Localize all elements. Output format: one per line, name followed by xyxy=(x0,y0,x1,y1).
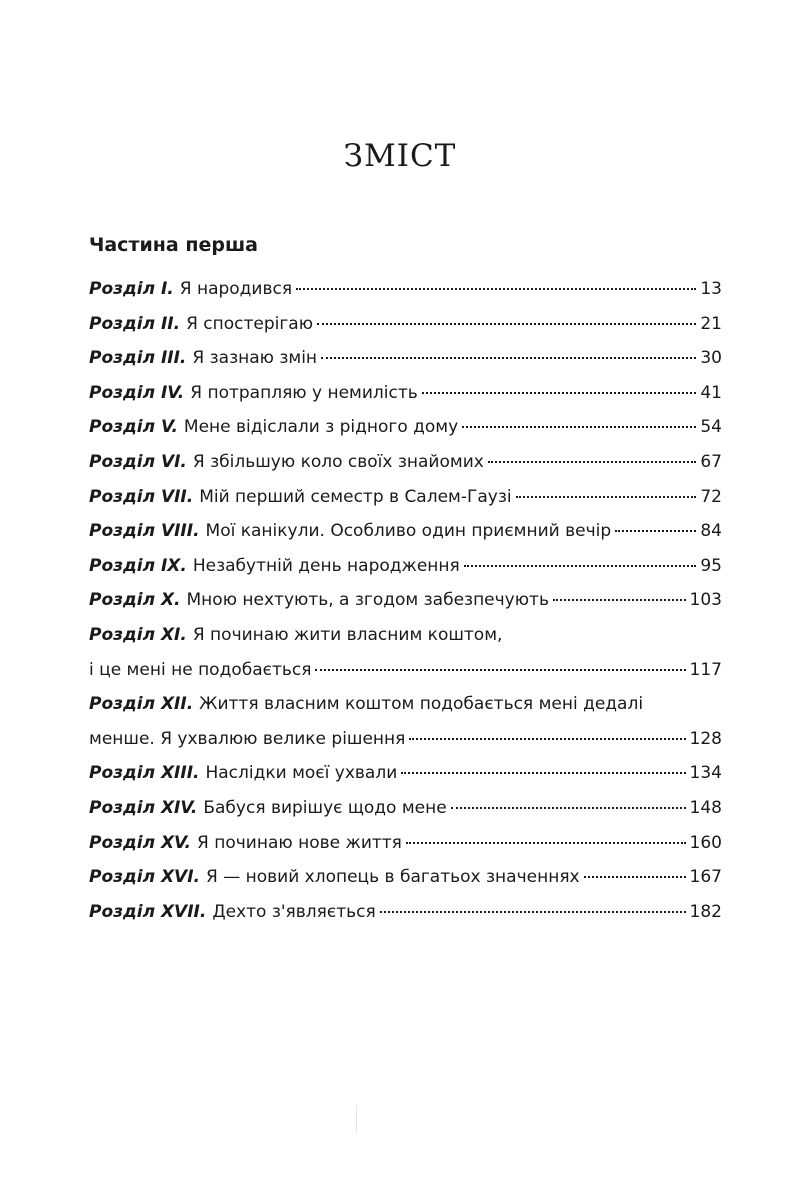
dot-leader xyxy=(315,669,685,671)
toc-entry xyxy=(89,549,722,584)
dot-leader xyxy=(380,911,686,913)
chapter-title: Я збільшую коло своїх знайомих xyxy=(192,451,484,472)
page-number: 84 xyxy=(700,521,722,542)
chapter-label: Розділ X. xyxy=(89,590,181,611)
dot-leader xyxy=(451,807,686,809)
dot-leader xyxy=(516,496,697,498)
page-number: 30 xyxy=(700,348,722,369)
chapter-title-continued: і це мені не подобається xyxy=(89,659,312,680)
dot-leader xyxy=(422,392,697,394)
page-number: 103 xyxy=(689,590,722,611)
toc-entry xyxy=(89,307,722,342)
dot-leader xyxy=(321,357,696,359)
page-number: 21 xyxy=(700,313,722,334)
chapter-label: Розділ XIV. xyxy=(89,797,198,818)
toc-entry xyxy=(89,895,722,930)
page-number: 160 xyxy=(689,832,722,853)
chapter-label: Розділ XVI. xyxy=(89,867,200,888)
dot-leader xyxy=(488,461,697,463)
dot-leader xyxy=(401,772,685,774)
page-number: 95 xyxy=(700,555,722,576)
chapter-label: Розділ VII. xyxy=(89,486,194,507)
toc-entry xyxy=(89,480,722,515)
page-number: 41 xyxy=(700,382,722,403)
toc-entry xyxy=(89,687,722,722)
chapter-title: Життя власним коштом подобається мені дедалі xyxy=(199,694,644,715)
dot-leader xyxy=(615,530,696,532)
chapter-title-continued: менше. Я ухвалюю велике рішення xyxy=(89,728,406,749)
chapter-title: Наслідки моєї ухвали xyxy=(205,763,398,784)
chapter-title: Я починаю нове життя xyxy=(197,832,402,853)
toc-entry xyxy=(89,826,722,861)
chapter-label: Розділ XIII. xyxy=(89,763,200,784)
scan-artifact xyxy=(356,1105,357,1133)
dot-leader xyxy=(406,842,686,844)
page-number: 54 xyxy=(700,417,722,438)
part-heading: Частина перша xyxy=(89,234,258,256)
chapter-title: Мій перший семестр в Салем-Гаузі xyxy=(199,486,512,507)
chapter-title: Дехто з'являється xyxy=(212,901,376,922)
page-number: 134 xyxy=(689,763,722,784)
chapter-title: Я зазнаю змін xyxy=(192,348,318,369)
page-number: 148 xyxy=(689,797,722,818)
chapter-label: Розділ XI. xyxy=(89,624,187,645)
dot-leader xyxy=(553,599,686,601)
dot-leader xyxy=(584,876,686,878)
toc-entry xyxy=(89,376,722,411)
toc-entry xyxy=(89,272,722,307)
toc-entry xyxy=(89,341,722,376)
chapter-title: Я — новий хлопець в багатьох значеннях xyxy=(206,867,580,888)
toc-entry-continuation xyxy=(89,722,722,757)
chapter-title: Я потрапляю у немилість xyxy=(190,382,418,403)
chapter-label: Розділ VIII. xyxy=(89,521,200,542)
dot-leader xyxy=(317,323,696,325)
chapter-title: Бабуся вирішує щодо мене xyxy=(203,797,447,818)
chapter-label: Розділ IV. xyxy=(89,382,185,403)
chapter-label: Розділ XII. xyxy=(89,694,194,715)
table-of-contents xyxy=(89,272,722,929)
toc-entry xyxy=(89,756,722,791)
dot-leader xyxy=(464,565,697,567)
page-number: 128 xyxy=(689,728,722,749)
toc-entry-continuation xyxy=(89,653,722,688)
chapter-label: Розділ V. xyxy=(89,417,178,438)
chapter-title: Незабутній день народження xyxy=(192,555,460,576)
page-title: ЗМІСТ xyxy=(343,138,457,174)
toc-entry xyxy=(89,791,722,826)
chapter-label: Розділ IX. xyxy=(89,555,187,576)
toc-entry xyxy=(89,618,722,653)
chapter-title: Я спостерігаю xyxy=(186,313,314,334)
page-number: 67 xyxy=(700,451,722,472)
chapter-title: Мої канікули. Особливо один приємний вечір xyxy=(205,521,612,542)
chapter-label: Розділ I. xyxy=(89,279,174,299)
page-number: 167 xyxy=(689,867,722,888)
chapter-title: Я починаю жити власним коштом, xyxy=(192,624,503,645)
chapter-label: Розділ XV. xyxy=(89,832,192,853)
chapter-label: Розділ II. xyxy=(89,313,181,334)
chapter-label: Розділ XVII. xyxy=(89,901,207,922)
chapter-title: Мене відіслали з рідного дому xyxy=(183,417,459,438)
toc-entry xyxy=(89,514,722,549)
toc-entry xyxy=(89,583,722,618)
page-number: 182 xyxy=(689,901,722,922)
dot-leader xyxy=(296,288,696,290)
chapter-title: Мною нехтують, а згодом забезпечують xyxy=(186,590,549,611)
toc-entry xyxy=(89,860,722,895)
dot-leader xyxy=(462,426,696,428)
chapter-label: Розділ VI. xyxy=(89,451,187,472)
page-number: 117 xyxy=(689,659,722,680)
page-number: 72 xyxy=(700,486,722,507)
toc-entry xyxy=(89,410,722,445)
chapter-title: Я народився xyxy=(179,279,293,299)
toc-entry xyxy=(89,445,722,480)
dot-leader xyxy=(409,738,685,740)
page-number: 13 xyxy=(700,279,722,299)
chapter-label: Розділ III. xyxy=(89,348,187,369)
